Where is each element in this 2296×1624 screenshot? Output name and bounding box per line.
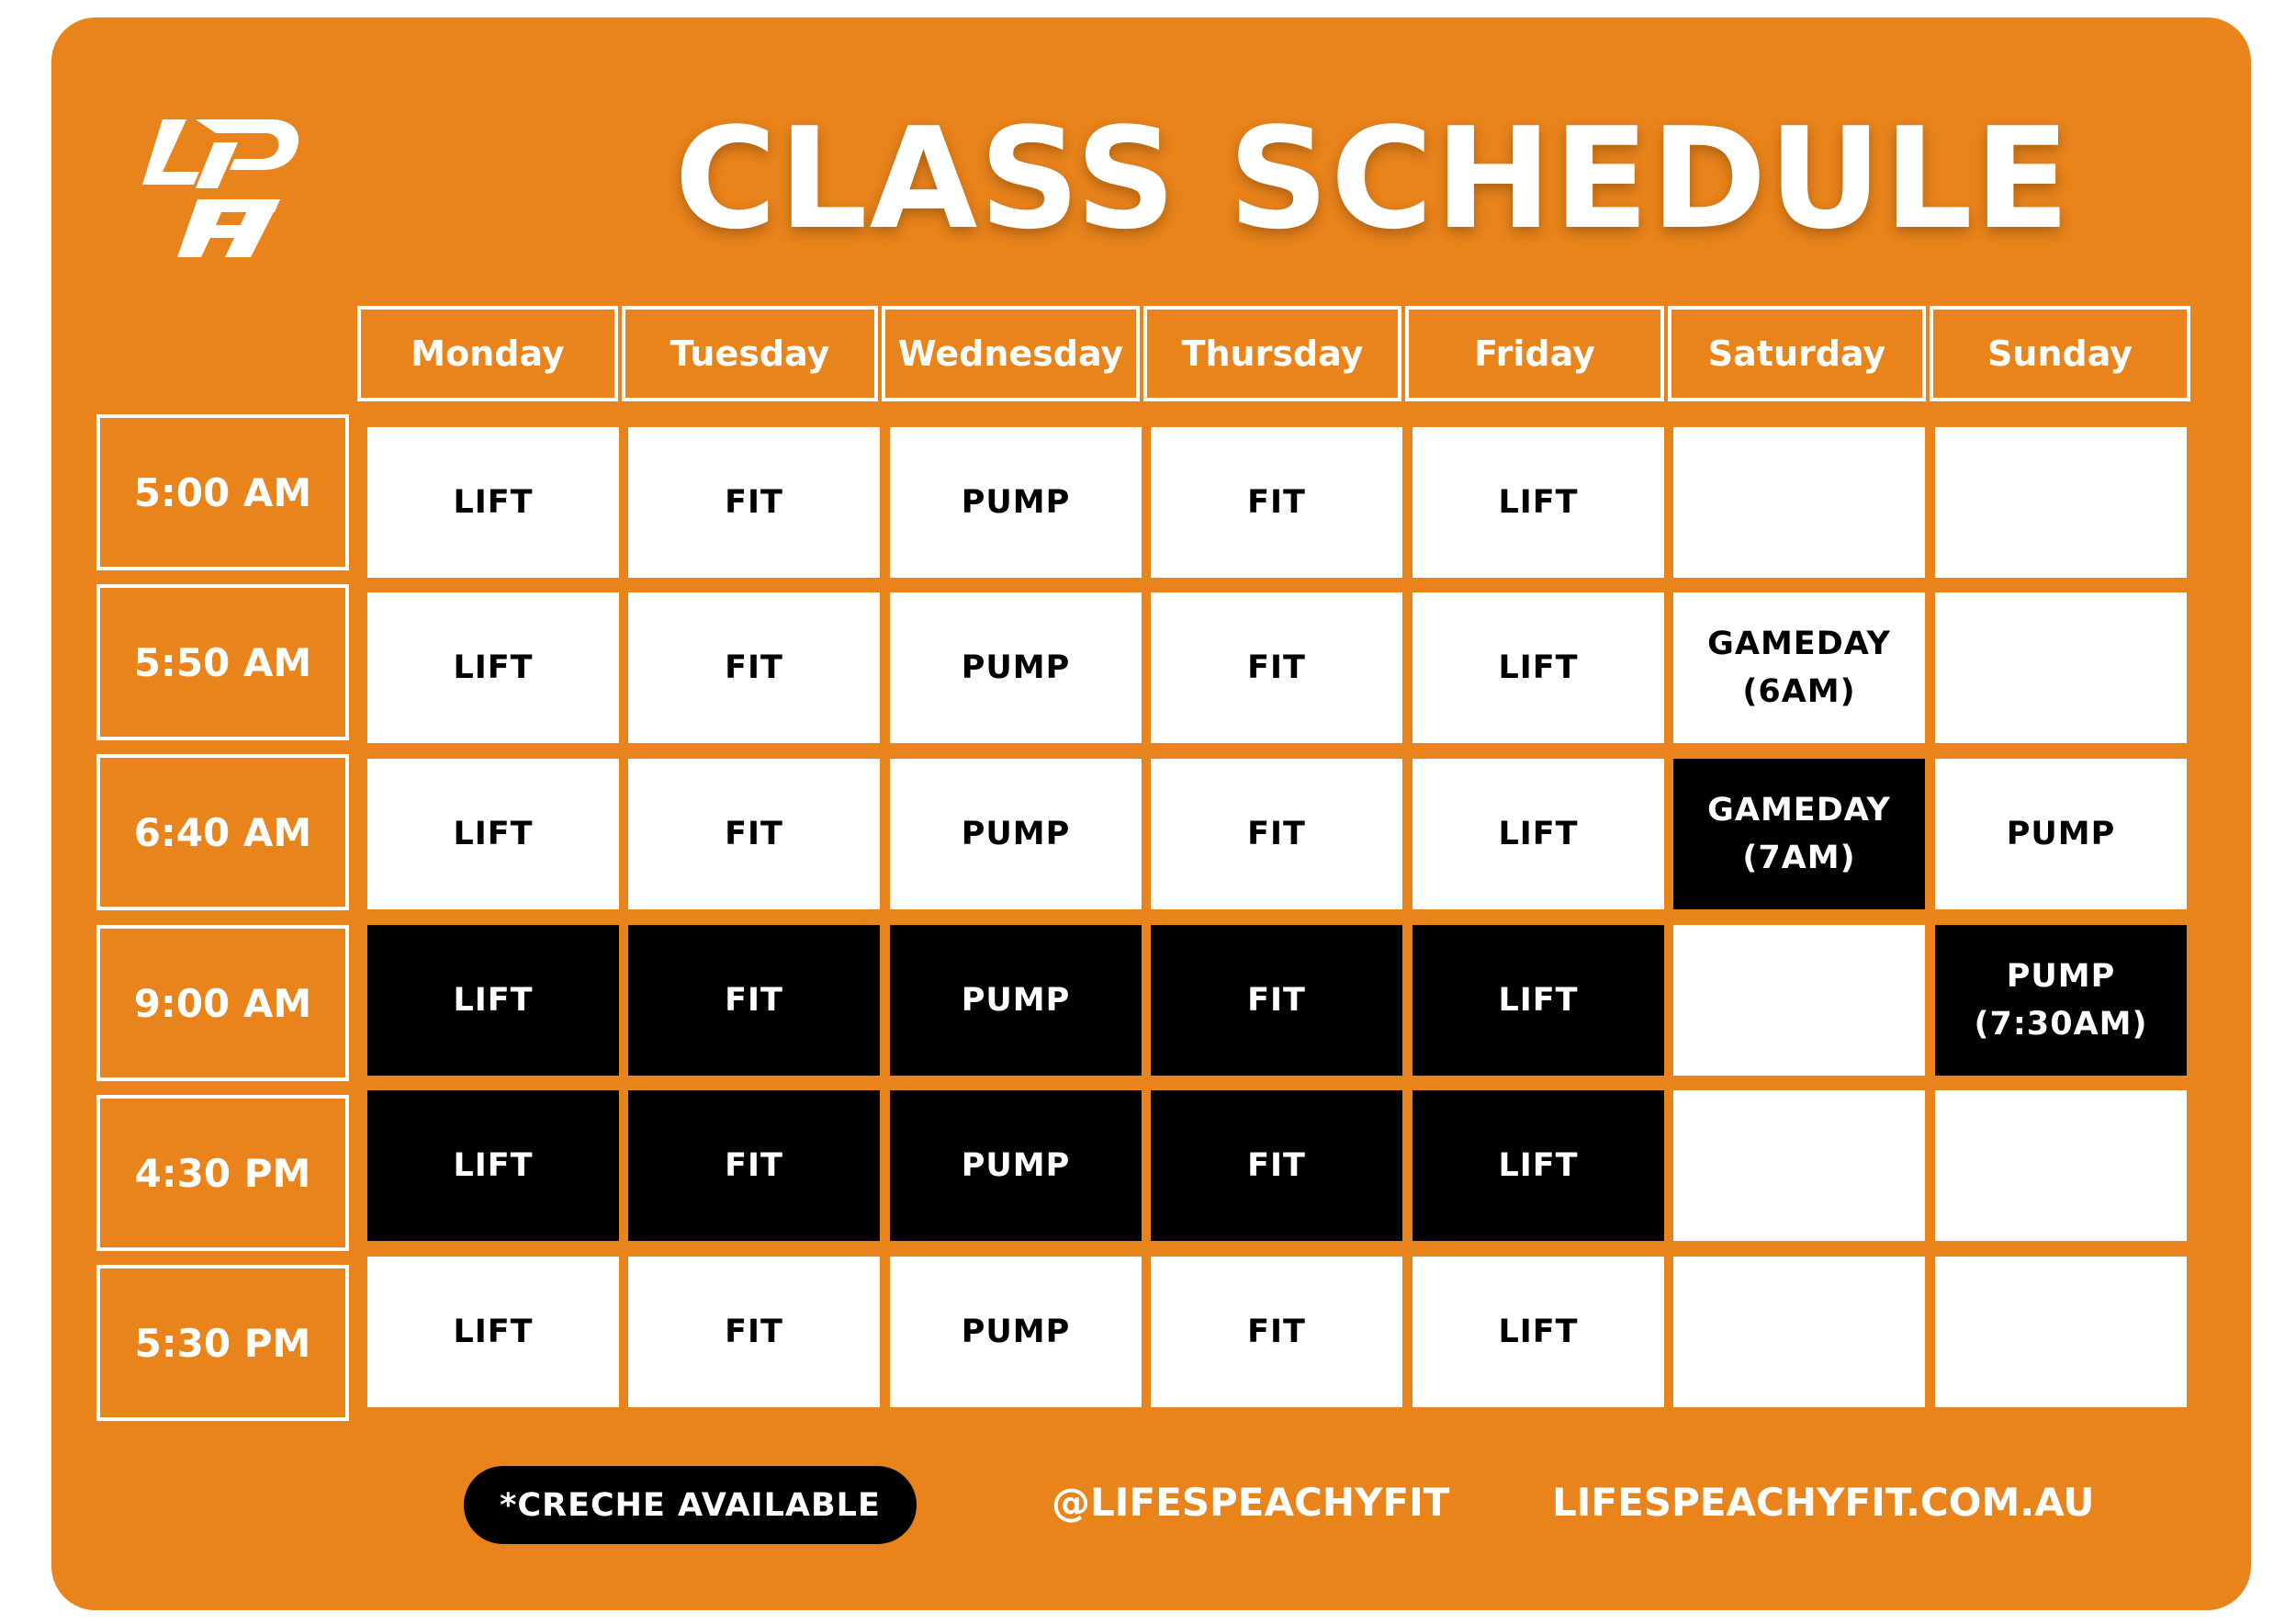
class-name: FIT — [725, 816, 783, 852]
day-header-sunday: Sunday — [1930, 306, 2190, 401]
class-name: GAMEDAY — [1707, 792, 1891, 829]
class-name: PUMP — [961, 982, 1071, 1019]
schedule-cell-monday[interactable] — [367, 925, 619, 1076]
class-entry — [453, 479, 533, 526]
schedule-cell-wednesday[interactable] — [890, 427, 1142, 578]
class-name: LIFT — [1498, 1314, 1579, 1350]
schedule-cell-sunday[interactable] — [1935, 925, 2187, 1076]
schedule-cell-thursday[interactable] — [1151, 925, 1402, 1076]
schedule-cell-sunday[interactable] — [1935, 592, 2187, 743]
class-entry — [1247, 976, 1306, 1024]
class-name: LIFT — [1498, 649, 1579, 686]
time-label: 4:30 PM — [96, 1095, 349, 1251]
schedule-cell-saturday[interactable] — [1673, 592, 1925, 743]
schedule-cell-friday[interactable] — [1412, 1090, 1664, 1241]
class-entry — [1498, 644, 1578, 692]
schedule-cell-monday[interactable] — [367, 1257, 619, 1407]
class-time-note: (7AM) — [1742, 840, 1856, 876]
class-name: PUMP — [961, 484, 1071, 521]
schedule-cell-monday[interactable] — [367, 592, 619, 743]
schedule-cell-saturday[interactable] — [1673, 427, 1925, 578]
class-entry — [1707, 620, 1891, 716]
class-name: LIFT — [453, 649, 534, 686]
schedule-cell-thursday[interactable] — [1151, 1090, 1402, 1241]
class-entry — [725, 810, 783, 858]
class-entry — [1247, 644, 1306, 692]
schedule-cell-wednesday[interactable] — [890, 925, 1142, 1076]
schedule-cell-friday[interactable] — [1412, 427, 1664, 578]
schedule-cell-sunday[interactable] — [1935, 427, 2187, 578]
schedule-cell-thursday[interactable] — [1151, 427, 1402, 578]
day-header-tuesday: Tuesday — [622, 306, 878, 401]
class-name: LIFT — [1498, 982, 1579, 1019]
schedule-cell-sunday[interactable] — [1935, 1090, 2187, 1241]
schedule-cell-friday[interactable] — [1412, 925, 1664, 1076]
schedule-cell-thursday[interactable] — [1151, 759, 1402, 909]
website-link[interactable]: LIFESPEACHYFIT.COM.AU — [1552, 1479, 2095, 1525]
class-name: FIT — [1247, 1147, 1306, 1184]
class-time-note: (6AM) — [1742, 673, 1856, 710]
class-name: LIFT — [453, 484, 534, 521]
day-header-thursday: Thursday — [1143, 306, 1401, 401]
class-entry — [1498, 1308, 1578, 1356]
schedule-cell-sunday[interactable] — [1935, 1257, 2187, 1407]
class-entry — [725, 976, 783, 1024]
class-entry — [1247, 1142, 1306, 1190]
class-name: LIFT — [453, 816, 534, 852]
class-name: PUMP — [2006, 816, 2116, 852]
schedule-cell-tuesday[interactable] — [628, 1257, 880, 1407]
schedule-cell-tuesday[interactable] — [628, 1090, 880, 1241]
class-entry — [962, 479, 1071, 526]
day-header-wednesday: Wednesday — [882, 306, 1140, 401]
class-entry — [1975, 953, 2148, 1048]
schedule-cell-tuesday[interactable] — [628, 759, 880, 909]
day-header-saturday: Saturday — [1668, 306, 1926, 401]
class-name: PUMP — [961, 1147, 1071, 1184]
class-entry — [1498, 810, 1578, 858]
class-entry — [453, 1308, 533, 1356]
class-name: FIT — [725, 649, 783, 686]
schedule-cell-friday[interactable] — [1412, 592, 1664, 743]
schedule-cell-tuesday[interactable] — [628, 925, 880, 1076]
time-label: 5:00 AM — [96, 414, 349, 570]
class-name: LIFT — [1498, 484, 1579, 521]
class-entry — [962, 1142, 1071, 1190]
class-entry — [453, 976, 533, 1024]
schedule-cell-friday[interactable] — [1412, 759, 1664, 909]
class-name: LIFT — [453, 982, 534, 1019]
schedule-cell-thursday[interactable] — [1151, 592, 1402, 743]
schedule-cell-monday[interactable] — [367, 1090, 619, 1241]
page-title: CLASS SCHEDULE — [674, 97, 2072, 260]
schedule-cell-monday[interactable] — [367, 759, 619, 909]
class-entry — [962, 810, 1071, 858]
class-name: PUMP — [961, 649, 1071, 686]
creche-badge: *CRECHE AVAILABLE — [464, 1466, 917, 1544]
class-entry — [725, 479, 783, 526]
lpf-logo-icon — [142, 115, 308, 257]
class-time-note: (7:30AM) — [1974, 1006, 2148, 1043]
class-name: FIT — [1247, 649, 1306, 686]
class-name: FIT — [725, 982, 783, 1019]
class-name: PUMP — [2006, 958, 2116, 995]
class-entry — [1498, 1142, 1578, 1190]
class-entry — [962, 644, 1071, 692]
class-name: LIFT — [1498, 1147, 1579, 1184]
day-header-monday: Monday — [357, 306, 618, 401]
schedule-cell-wednesday[interactable] — [890, 592, 1142, 743]
schedule-cell-thursday[interactable] — [1151, 1257, 1402, 1407]
class-entry — [453, 644, 533, 692]
class-entry — [1247, 1308, 1306, 1356]
class-name: LIFT — [453, 1314, 534, 1350]
time-label: 9:00 AM — [96, 925, 349, 1081]
class-name: FIT — [1247, 816, 1306, 852]
class-name: FIT — [725, 1314, 783, 1350]
time-label: 5:30 PM — [96, 1265, 349, 1421]
class-entry — [725, 644, 783, 692]
class-name: FIT — [1247, 982, 1306, 1019]
schedule-cell-saturday[interactable] — [1673, 1257, 1925, 1407]
schedule-cell-wednesday[interactable] — [890, 1257, 1142, 1407]
class-entry — [725, 1142, 783, 1190]
class-name: FIT — [725, 484, 783, 521]
class-entry — [2007, 810, 2116, 858]
schedule-cell-sunday[interactable] — [1935, 759, 2187, 909]
schedule-cell-wednesday[interactable] — [890, 1090, 1142, 1241]
class-name: FIT — [1247, 484, 1306, 521]
schedule-cell-tuesday[interactable] — [628, 427, 880, 578]
schedule-cell-friday[interactable] — [1412, 1257, 1664, 1407]
time-label: 5:50 AM — [96, 584, 349, 740]
schedule-cell-tuesday[interactable] — [628, 592, 880, 743]
class-entry — [962, 976, 1071, 1024]
class-name: FIT — [1247, 1314, 1306, 1350]
class-name: LIFT — [453, 1147, 534, 1184]
schedule-cell-saturday[interactable] — [1673, 759, 1925, 909]
class-name: GAMEDAY — [1707, 626, 1891, 662]
class-entry — [1707, 786, 1891, 882]
class-name: FIT — [725, 1147, 783, 1184]
schedule-cell-wednesday[interactable] — [890, 759, 1142, 909]
class-entry — [1247, 479, 1306, 526]
class-entry — [962, 1308, 1071, 1356]
day-header-friday: Friday — [1405, 306, 1664, 401]
time-label: 6:40 AM — [96, 754, 349, 910]
class-entry — [453, 1142, 533, 1190]
class-entry — [1247, 810, 1306, 858]
class-entry — [725, 1308, 783, 1356]
class-name: PUMP — [961, 1314, 1071, 1350]
class-entry — [1498, 976, 1578, 1024]
schedule-cell-saturday[interactable] — [1673, 925, 1925, 1076]
social-handle[interactable]: @LIFESPEACHYFIT — [1052, 1479, 1450, 1525]
class-entry — [453, 810, 533, 858]
class-name: PUMP — [961, 816, 1071, 852]
class-entry — [1498, 479, 1578, 526]
schedule-cell-saturday[interactable] — [1673, 1090, 1925, 1241]
schedule-cell-monday[interactable] — [367, 427, 619, 578]
class-name: LIFT — [1498, 816, 1579, 852]
